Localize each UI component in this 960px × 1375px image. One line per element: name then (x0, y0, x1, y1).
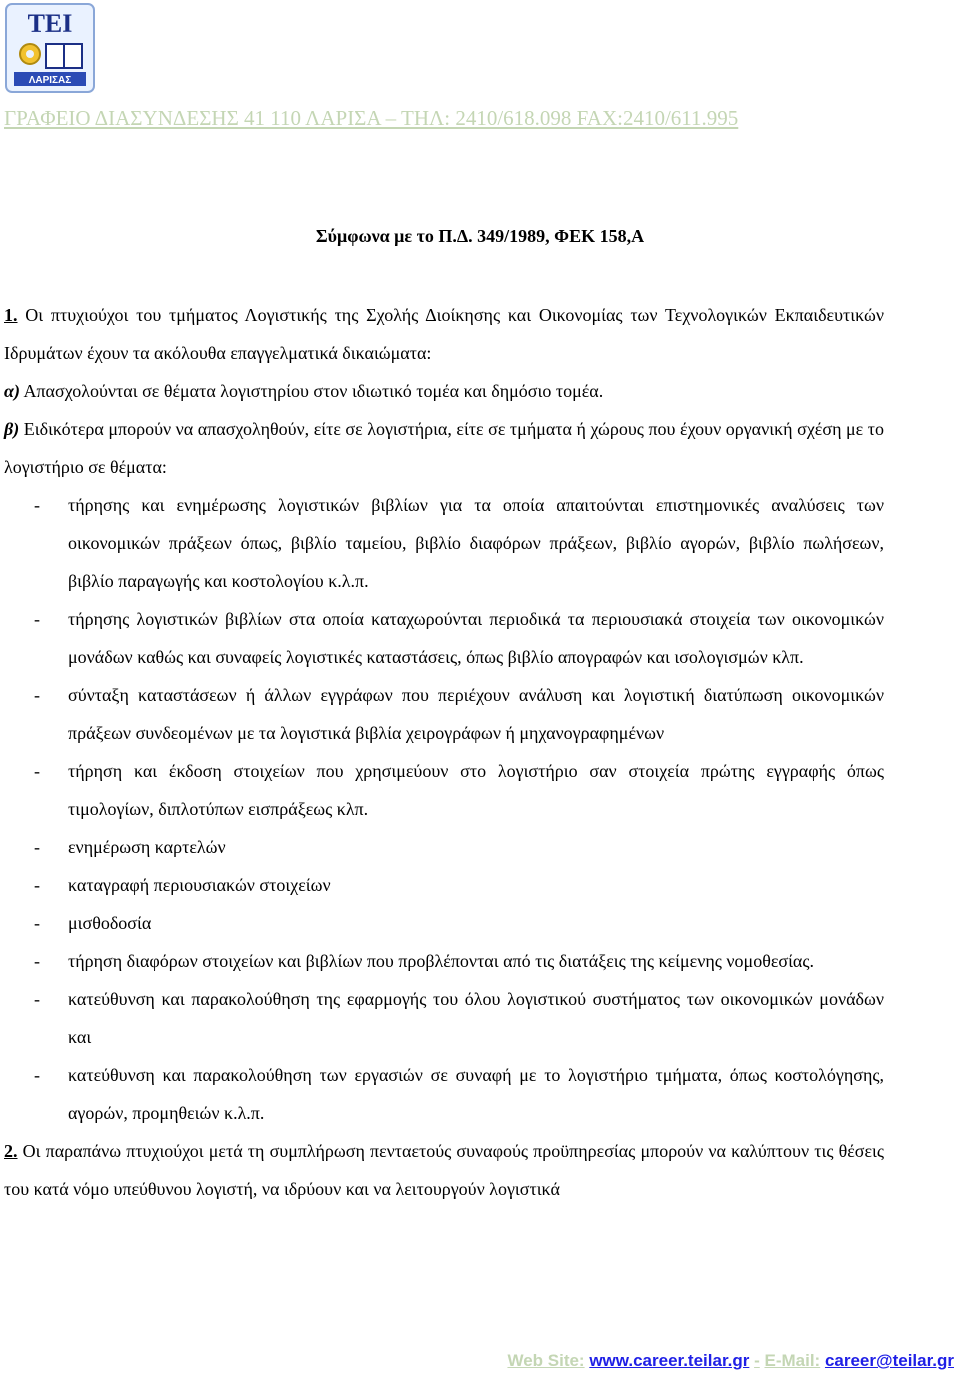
document-body (4, 296, 884, 1208)
right-b (4, 410, 884, 486)
svg-text:ΤΕΙ: ΤΕΙ (27, 9, 73, 38)
section-2 (4, 1132, 884, 1208)
law-reference: Σύμφωνα με το Π.Δ. 349/1989, ΦΕΚ 158,Α (315, 226, 645, 246)
right-a-label: α) (4, 381, 20, 401)
email-label: E-Mail: (764, 1351, 821, 1370)
list-item: - τήρηση και έκδοση στοιχείων που χρησιμεύουν στο λογιστήριο σαν στοιχεία πρώτης εγγραφής όπως τιμολογίων, διπλοτύπων εισπράξεως κλπ. (34, 761, 884, 819)
list-item: - τήρησης και ενημέρωσης λογιστικών βιβλίων για τα οποία απαιτούνται επιστημονικές αναλύσεις των οικονομικών πράξεων όπως, βιβλίο ταμείου, βιβλίο διαφόρων πράξεων, βιβλίο αγορών, βιβλίο πωλήσεων, βιβλίο παραγωγής και κοστολογίου κ.λ.π. (34, 495, 884, 591)
logo-graphic (4, 2, 96, 94)
right-b-text: Ειδικότερα μπορούν να απασχοληθούν, είτε σε λογιστήρια, είτε σε τμήματα ή χώρους που έχουν οργανική σχέση με το λογιστήριο σε θέματα: (4, 419, 885, 477)
list-item: - καταγραφή περιουσιακών στοιχείων (34, 875, 331, 895)
web-site-link[interactable]: www.career.teilar.gr (589, 1351, 750, 1370)
teilar-larisa-logo (4, 2, 96, 94)
section-1-number: 1. (4, 305, 18, 325)
section-1-intro (4, 296, 884, 372)
list-item: - μισθοδοσία (34, 913, 152, 933)
list-item: - κατεύθυνση και παρακολούθηση των εργασιών σε συναφή με το λογιστήριο τμήματα, όπως κοστολόγησης, αγορών, προμηθειών κ.λ.π. (34, 1065, 884, 1123)
logo-lettering: ΛΑΡΙΣΑΣ (28, 75, 72, 86)
email-link[interactable]: career@teilar.gr (824, 1351, 954, 1370)
list-item: - σύνταξη καταστάσεων ή άλλων εγγράφων που περιέχουν ανάλυση και λογιστική διατύπωση οικονομικών πράξεων συνδεομένων με τα λογιστικά βιβλία χειρογράφων ή μηχανογραφημένων (34, 685, 884, 743)
footer (507, 1350, 954, 1372)
duties-list (4, 486, 884, 1132)
section-2-number: 2. (4, 1141, 18, 1161)
list-item: - ενημέρωση καρτελών (34, 837, 226, 857)
list-item: - τήρησης λογιστικών βιβλίων στα οποία καταχωρούνται περιοδικά τα περιουσιακά στοιχεία των οικονομικών μονάδων καθώς και συναφείς λογιστικές καταστάσεις, όπως βιβλίο απογραφών και ισολογισμών κλπ. (34, 609, 884, 667)
list-item: - τήρηση διαφόρων στοιχείων και βιβλίων που προβλέπονται από τις διατάξεις της κείμενης νομοθεσίας. (34, 951, 814, 971)
right-a (4, 372, 884, 410)
footer-separator: - (754, 1351, 760, 1370)
right-b-label: β) (4, 419, 20, 439)
office-contact-line: ΓΡΑΦΕΙΟ ΔΙΑΣΥΝΔΕΣΗΣ 41 110 ΛΑΡΙΣΑ – ΤΗΛ: 2410/618.098 FAX:2410/611.995 (4, 106, 739, 130)
section-2-text: Οι παραπάνω πτυχιούχοι μετά τη συμπλήρωση πενταετούς συναφούς προϋπηρεσίας μπορούν να καλύπτουν τις θέσεις του κατά νόμο υπεύθυνου λογιστή, να ιδρύουν και να λειτουργούν λογιστικά (4, 1141, 885, 1199)
section-1-intro-text: Οι πτυχιούχοι του τμήματος Λογιστικής της Σχολής Διοίκησης και Οικονομίας των Τεχνολογικών Εκπαιδευτικών Ιδρυμάτων έχουν τα ακόλουθα επαγγελματικά δικαιώματα: (4, 305, 884, 363)
right-a-text: Απασχολούνται σε θέματα λογιστηρίου στον ιδιωτικό τομέα και δημόσιο τομέα. (23, 381, 604, 401)
list-item: - κατεύθυνση και παρακολούθηση της εφαρμογής του όλου λογιστικού συστήματος των οικονομικών μονάδων και (34, 989, 884, 1047)
web-site-label: Web Site: (507, 1351, 585, 1370)
